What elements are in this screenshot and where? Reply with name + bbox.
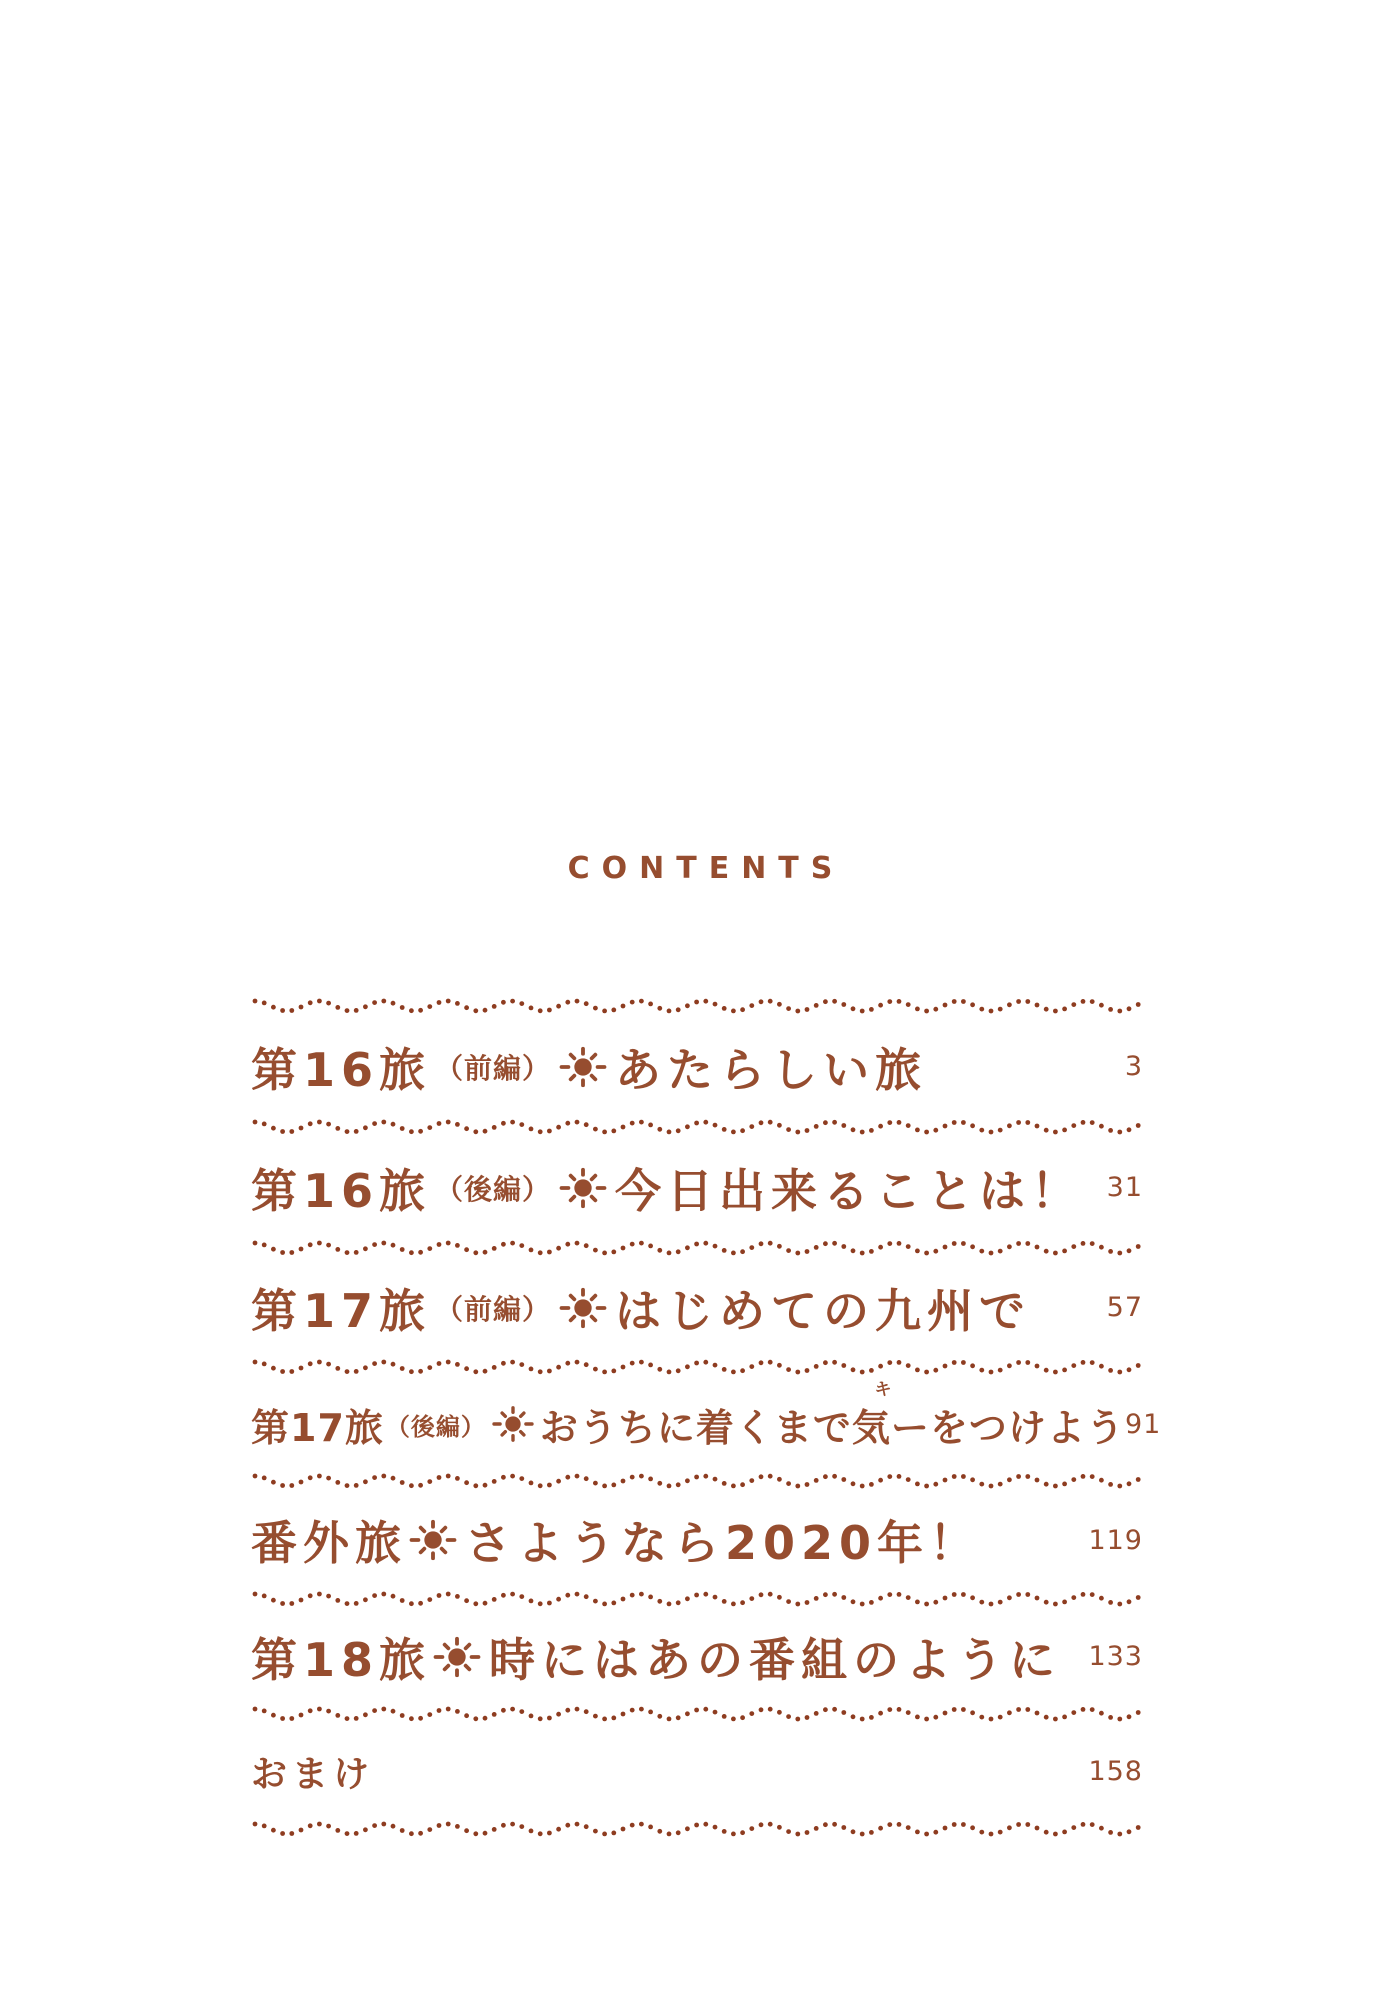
page-title: CONTENTS — [567, 851, 845, 886]
sun-icon — [559, 1046, 607, 1088]
page-number: 31 — [1106, 1172, 1143, 1203]
chapter-title-pre: おうちに着くまで — [539, 1405, 852, 1450]
toc-entry[interactable] — [251, 1256, 1149, 1359]
page-number: 57 — [1106, 1292, 1143, 1323]
wavy-divider — [251, 1119, 1149, 1135]
wavy-divider — [251, 998, 1149, 1014]
ruby-furigana: キ — [874, 1379, 892, 1400]
sun-icon — [433, 1636, 481, 1678]
chapter-label: 第17旅 — [251, 1283, 432, 1338]
chapter-title-post: ーをつけよう — [890, 1405, 1125, 1450]
page-number: 158 — [1088, 1756, 1143, 1787]
chapter-part-label: （前編） — [435, 1292, 552, 1326]
wavy-divider — [251, 1473, 1149, 1489]
page-number: 133 — [1088, 1641, 1143, 1672]
page-number: 119 — [1088, 1524, 1143, 1556]
toc-entry[interactable] — [251, 1135, 1149, 1240]
sun-icon — [559, 1287, 607, 1329]
wavy-divider — [251, 1240, 1149, 1256]
chapter-part-label: （後編） — [435, 1172, 552, 1206]
toc-entry[interactable] — [251, 1014, 1149, 1119]
ruby-base: 気 — [851, 1405, 891, 1450]
chapter-title: さようなら2020年！ — [465, 1516, 982, 1570]
chapter-title: おまけ — [251, 1754, 375, 1795]
page-number: 3 — [1124, 1051, 1143, 1082]
chapter-title: 今日出来ることは！ — [615, 1163, 1084, 1218]
chapter-part-label: （後編） — [385, 1412, 486, 1441]
toc-entry[interactable] — [251, 1489, 1149, 1591]
chapter-part-label: （前編） — [435, 1051, 552, 1085]
sun-icon — [492, 1405, 534, 1443]
wavy-divider — [251, 1706, 1149, 1722]
wavy-divider — [251, 1359, 1149, 1375]
page-number: 91 — [1124, 1408, 1162, 1440]
chapter-title — [539, 1379, 1125, 1452]
toc-entry[interactable] — [251, 1375, 1162, 1473]
chapter-label: 第16旅 — [251, 1163, 432, 1218]
sun-icon — [409, 1519, 457, 1561]
chapter-label: 第17旅 — [251, 1405, 384, 1450]
chapter-label: 番外旅 — [251, 1516, 407, 1570]
table-of-contents — [251, 998, 1162, 1837]
chapter-label: 第18旅 — [251, 1632, 432, 1687]
toc-entry[interactable] — [251, 1607, 1149, 1706]
ruby-group — [851, 1379, 892, 1452]
chapter-label: 第16旅 — [251, 1042, 432, 1097]
wavy-divider — [251, 1591, 1149, 1607]
wavy-divider — [251, 1821, 1149, 1837]
chapter-title: はじめての九州で — [615, 1283, 1032, 1338]
chapter-title: あたらしい旅 — [615, 1042, 928, 1097]
sun-icon — [559, 1167, 607, 1209]
chapter-title: 時にはあの番組のように — [489, 1632, 1062, 1687]
toc-entry[interactable] — [251, 1722, 1149, 1821]
